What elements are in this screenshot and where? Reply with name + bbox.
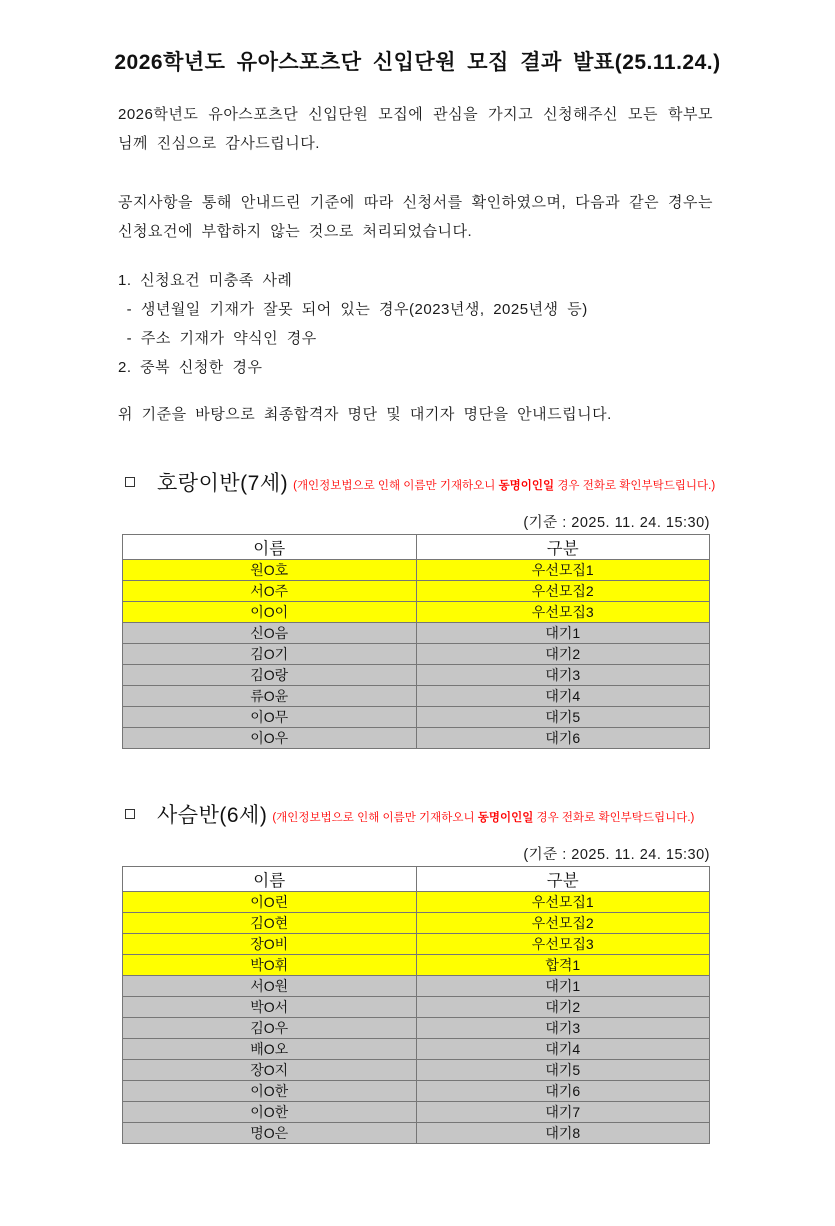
table-row [123, 1060, 710, 1081]
cell-status: 대기4 [416, 1039, 710, 1060]
cell-status: 우선모집1 [416, 892, 710, 913]
cell-name: 신O음 [123, 623, 417, 644]
table-header-row [123, 867, 710, 892]
cell-status: 대기3 [416, 665, 710, 686]
cell-status: 대기1 [416, 623, 710, 644]
table-row [123, 581, 710, 602]
roster-table [122, 866, 710, 1144]
table-row [123, 1102, 710, 1123]
table-row [123, 707, 710, 728]
cell-status: 대기1 [416, 976, 710, 997]
table-row [123, 997, 710, 1018]
as-of-timestamp: (기준 : 2025. 11. 24. 15:30) [523, 515, 710, 531]
cell-status: 대기3 [416, 1018, 710, 1039]
cell-status: 우선모집1 [416, 560, 710, 581]
square-bullet-icon [125, 477, 135, 487]
case-item-3: - 주소 기재가 약식인 경우 [118, 330, 317, 347]
section-header [125, 467, 716, 497]
privacy-note: (개인정보법으로 인해 이름만 기재하오니 동명이인일 경우 전화로 확인부탁드립니다.) [272, 812, 695, 824]
column-header-name: 이름 [123, 867, 417, 892]
cell-name: 원O호 [123, 560, 417, 581]
table-row [123, 1123, 710, 1144]
cell-name: 류O윤 [123, 686, 417, 707]
cell-status: 대기2 [416, 997, 710, 1018]
cell-status: 대기4 [416, 686, 710, 707]
cell-name: 서O주 [123, 581, 417, 602]
cell-status: 대기5 [416, 1060, 710, 1081]
column-header-name: 이름 [123, 535, 417, 560]
table-row [123, 1081, 710, 1102]
table-row [123, 955, 710, 976]
class-sections [0, 467, 835, 1144]
table-row [123, 976, 710, 997]
section-title: 호랑이반(7세) [157, 472, 289, 495]
cell-status: 우선모집2 [416, 581, 710, 602]
paragraph-criteria: 공지사항을 통해 안내드린 기준에 따라 신청서를 확인하였으며, 다음과 같은 경우는 신청요건에 부합하지 않는 것으로 처리되었습니다. [118, 194, 713, 240]
as-of-timestamp: (기준 : 2025. 11. 24. 15:30) [523, 847, 710, 863]
cell-status: 대기8 [416, 1123, 710, 1144]
cell-name: 장O비 [123, 934, 417, 955]
cell-name: 서O원 [123, 976, 417, 997]
cell-name: 김O랑 [123, 665, 417, 686]
table-row [123, 1039, 710, 1060]
cell-name: 이O한 [123, 1102, 417, 1123]
table-row [123, 728, 710, 749]
paragraph-thanks: 2026학년도 유아스포츠단 신입단원 모집에 관심을 가지고 신청해주신 모든 학부모님께 진심으로 감사드립니다. [118, 106, 713, 152]
cell-name: 김O기 [123, 644, 417, 665]
square-bullet-icon [125, 809, 135, 819]
cell-name: 장O지 [123, 1060, 417, 1081]
cell-name: 이O린 [123, 892, 417, 913]
class-section-1 [0, 467, 835, 749]
table-header-row [123, 535, 710, 560]
case-item-1: 1. 신청요건 미충족 사례 [118, 272, 293, 289]
table-row [123, 686, 710, 707]
cell-status: 대기2 [416, 644, 710, 665]
cell-name: 김O우 [123, 1018, 417, 1039]
column-header-status: 구분 [416, 867, 710, 892]
section-title: 사슴반(6세) [157, 804, 268, 827]
cell-name: 이O우 [123, 728, 417, 749]
cell-name: 박O서 [123, 997, 417, 1018]
cell-status: 대기7 [416, 1102, 710, 1123]
cell-status: 우선모집3 [416, 934, 710, 955]
table-row [123, 892, 710, 913]
section-header [125, 799, 713, 829]
cell-name: 김O현 [123, 913, 417, 934]
table-row [123, 623, 710, 644]
cell-name: 박O휘 [123, 955, 417, 976]
cell-status: 대기6 [416, 1081, 710, 1102]
table-row [123, 934, 710, 955]
cell-status: 합격1 [416, 955, 710, 976]
document-page [0, 46, 835, 1226]
page-title: 2026학년도 유아스포츠단 신입단원 모집 결과 발표(25.11.24.) [114, 51, 721, 74]
table-row [123, 913, 710, 934]
privacy-note: (개인정보법으로 인해 이름만 기재하오니 동명이인일 경우 전화로 확인부탁드립니다.) [293, 480, 716, 492]
cell-name: 이O한 [123, 1081, 417, 1102]
table-row [123, 1018, 710, 1039]
case-item-4: 2. 중복 신청한 경우 [118, 359, 263, 376]
cell-name: 이O이 [123, 602, 417, 623]
column-header-status: 구분 [416, 535, 710, 560]
paragraph-closing: 위 기준을 바탕으로 최종합격자 명단 및 대기자 명단을 안내드립니다. [118, 406, 612, 423]
cell-status: 우선모집2 [416, 913, 710, 934]
cell-status: 우선모집3 [416, 602, 710, 623]
table-row [123, 602, 710, 623]
table-row [123, 665, 710, 686]
table-row [123, 560, 710, 581]
class-section-2 [0, 799, 835, 1144]
cell-name: 배O오 [123, 1039, 417, 1060]
cell-name: 이O무 [123, 707, 417, 728]
cell-status: 대기5 [416, 707, 710, 728]
case-item-2: - 생년월일 기재가 잘못 되어 있는 경우(2023년생, 2025년생 등) [118, 301, 588, 318]
roster-table [122, 534, 710, 749]
cell-status: 대기6 [416, 728, 710, 749]
table-row [123, 644, 710, 665]
cell-name: 명O은 [123, 1123, 417, 1144]
cases-list [118, 266, 713, 382]
